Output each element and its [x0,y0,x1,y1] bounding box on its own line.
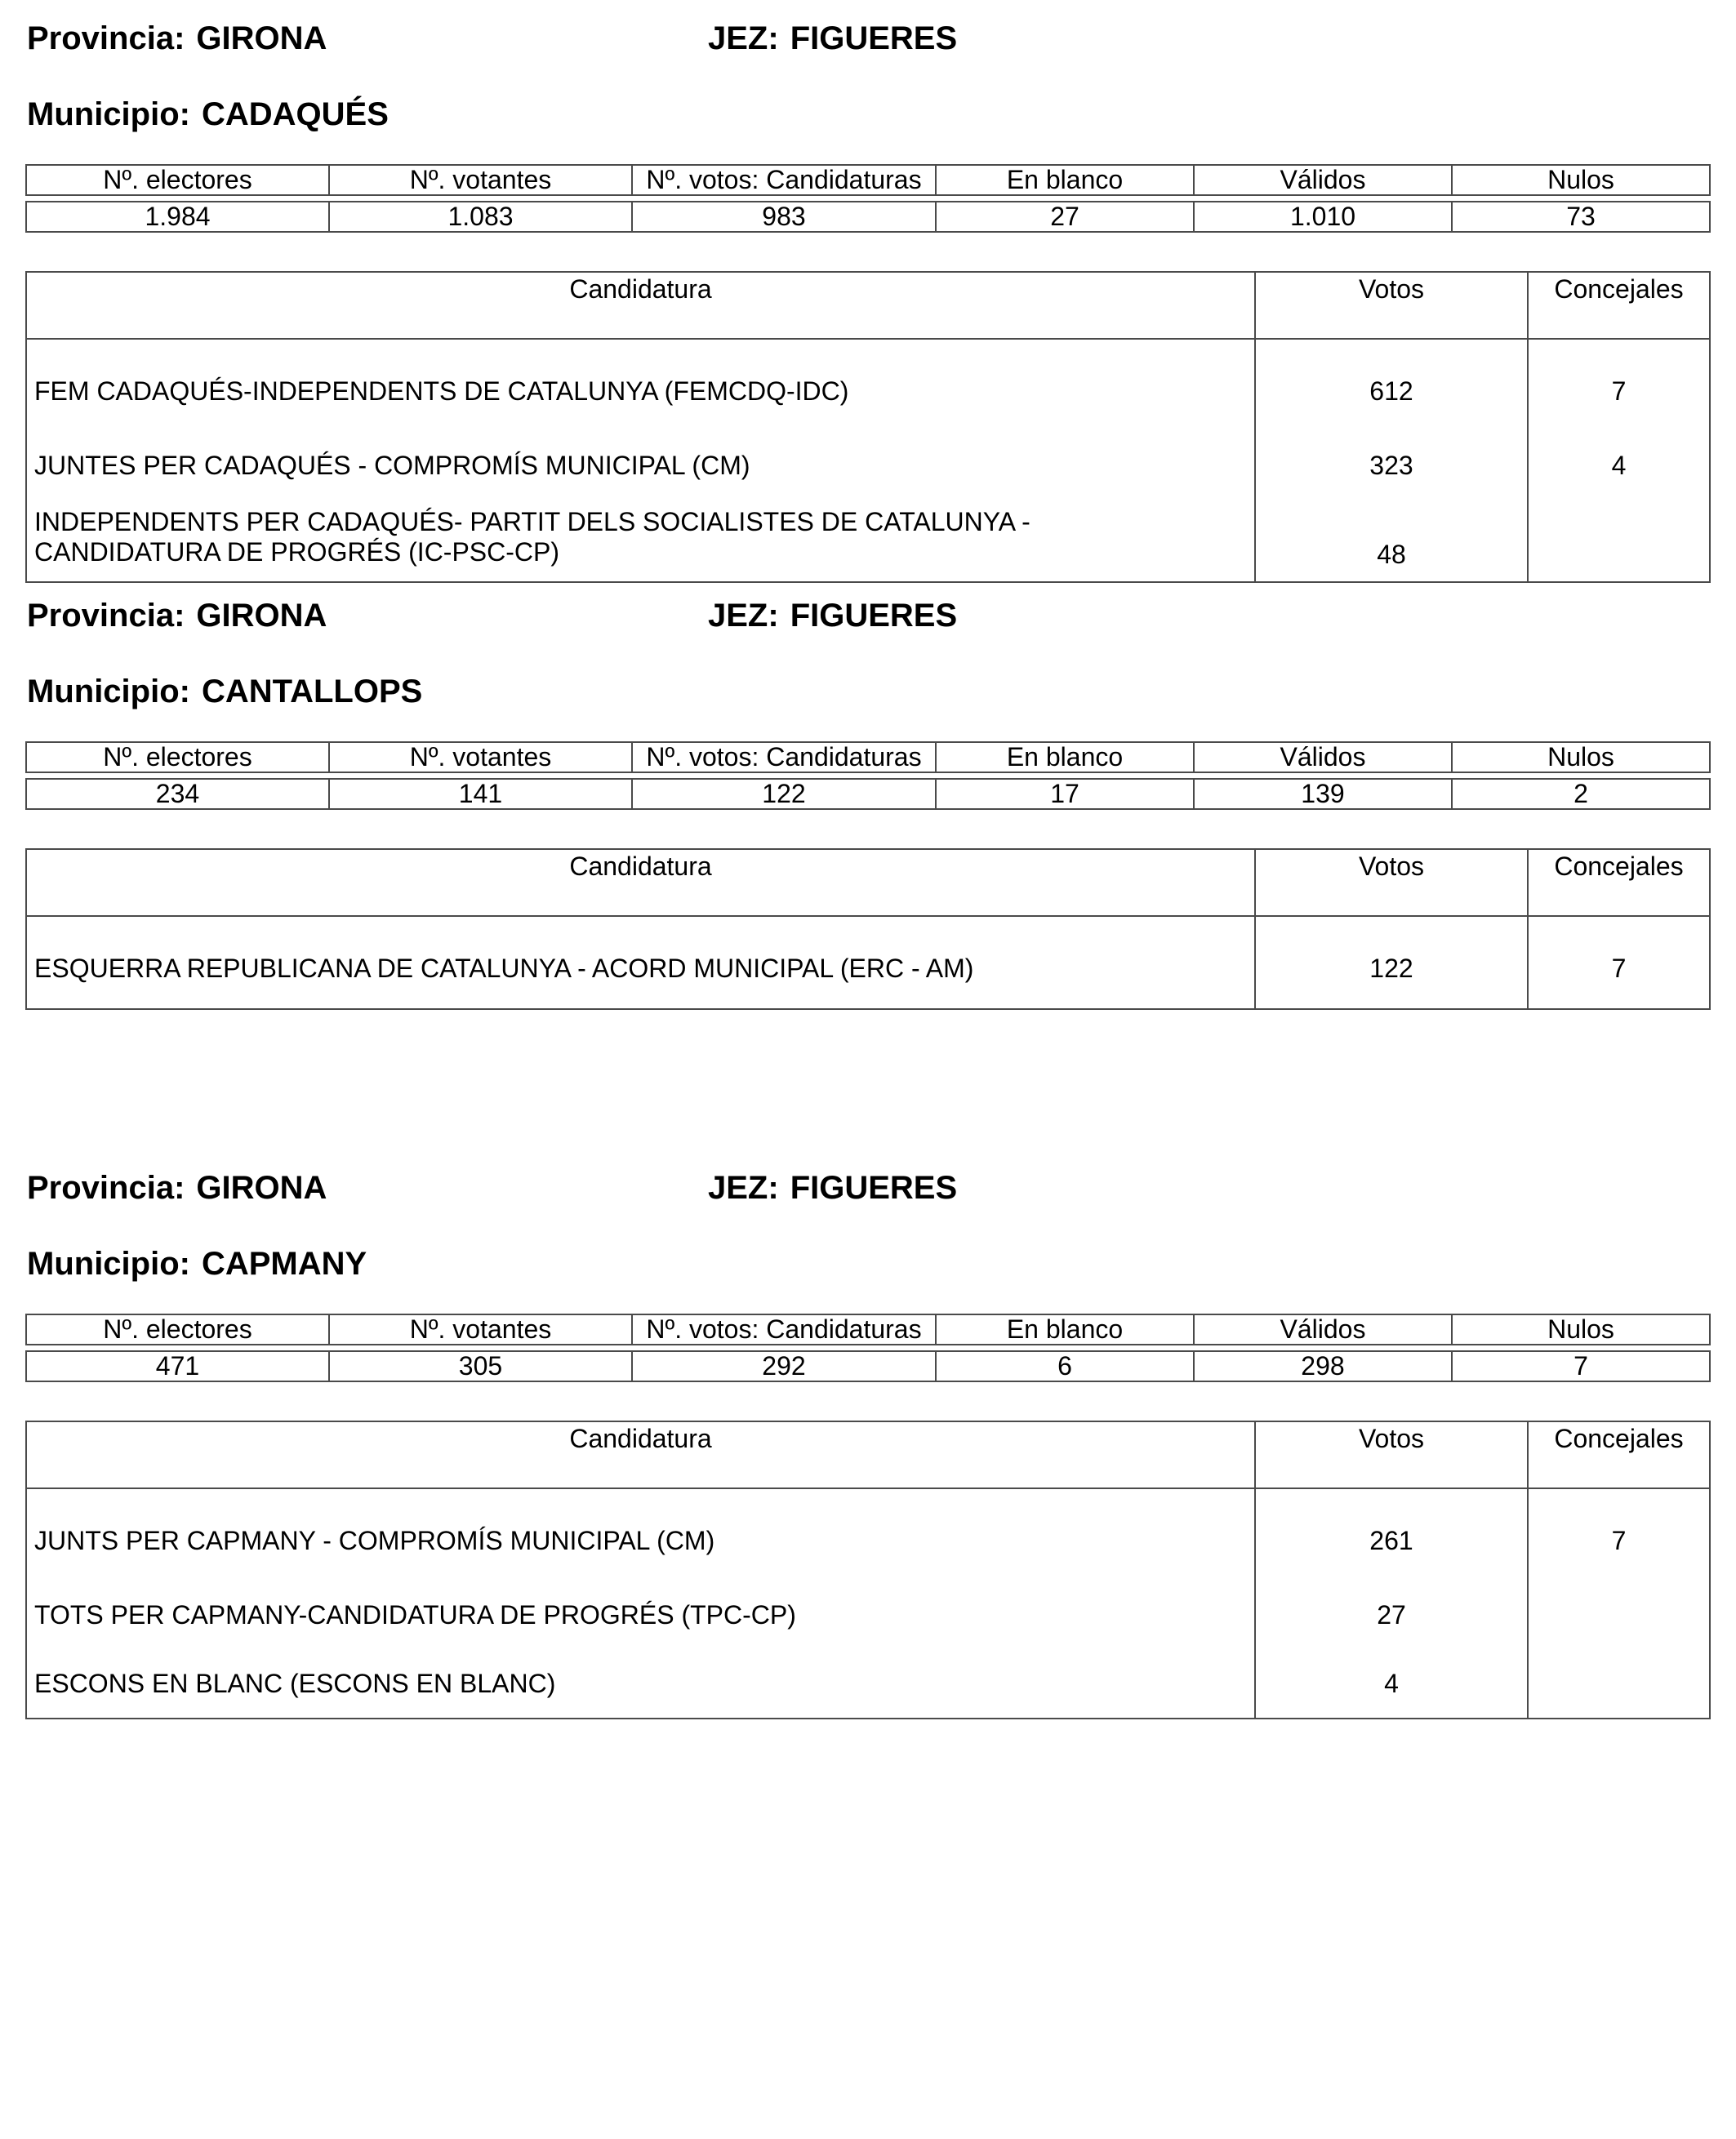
provincia-line [27,1172,327,1204]
candidaturas-header-row [26,849,1710,916]
stats-value-row [26,202,1710,232]
provincia-value: GIRONA [196,20,327,56]
header-en-blanco: En blanco [936,1314,1194,1345]
candidatura-votos: 323 [1255,431,1528,500]
header-validos: Válidos [1194,165,1452,195]
table-row [26,500,1710,582]
provincia-line [27,22,327,55]
stats-header-row [26,1314,1710,1345]
stats-value-row [26,779,1710,809]
value-votantes: 141 [329,779,632,809]
value-validos: 298 [1194,1351,1452,1381]
table-row [26,1649,1710,1719]
table-row [26,431,1710,500]
header-votos-candidaturas: Nº. votos: Candidaturas [632,165,936,195]
provincia-label: Provincia: [27,1170,185,1206]
value-votantes: 1.083 [329,202,632,232]
candidatura-concejales: 4 [1528,431,1710,500]
value-votos-candidaturas: 983 [632,202,936,232]
jez-label: JEZ: [708,598,779,634]
candidatura-name: ESQUERRA REPUBLICANA DE CATALUNYA - ACORD MUNICIPAL (ERC - AM) [26,916,1255,1009]
header-candidatura: Candidatura [26,272,1255,339]
value-electores: 471 [26,1351,329,1381]
candidatura-concejales [1528,1581,1710,1649]
header-nulos: Nulos [1452,742,1710,772]
value-votos-candidaturas: 292 [632,1351,936,1381]
jez-label: JEZ: [708,20,779,56]
header-electores: Nº. electores [26,742,329,772]
header-votos-candidaturas: Nº. votos: Candidaturas [632,1314,936,1345]
candidaturas-table [25,848,1711,1010]
header-en-blanco: En blanco [936,742,1194,772]
provincia-label: Provincia: [27,598,185,634]
candidatura-votos: 612 [1255,339,1528,431]
jez-line [708,1172,957,1204]
candidatura-name-line1: INDEPENDENTS PER CADAQUÉS- PARTIT DELS SOCIALISTES DE CATALUNYA - [34,507,1030,536]
header-electores: Nº. electores [26,1314,329,1345]
jez-value: FIGUERES [790,598,958,634]
candidatura-concejales: 7 [1528,916,1710,1009]
candidatura-votos: 48 [1255,500,1528,582]
header-electores: Nº. electores [26,165,329,195]
candidatura-name [26,500,1255,582]
provincia-value: GIRONA [196,598,327,634]
municipio-line [27,1247,367,1280]
stats-header-row [26,742,1710,772]
header-concejales: Concejales [1528,849,1710,916]
value-nulos: 2 [1452,779,1710,809]
table-row [26,1488,1710,1581]
value-votos-candidaturas: 122 [632,779,936,809]
municipio-line [27,98,389,131]
value-electores: 1.984 [26,202,329,232]
stats-table [25,164,1711,233]
jez-value: FIGUERES [790,20,958,56]
candidatura-name: JUNTS PER CAPMANY - COMPROMÍS MUNICIPAL (CM) [26,1488,1255,1581]
header-validos: Válidos [1194,1314,1452,1345]
candidatura-name: FEM CADAQUÉS-INDEPENDENTS DE CATALUNYA (FEMCDQ-IDC) [26,339,1255,431]
value-validos: 1.010 [1194,202,1452,232]
candidatura-votos: 261 [1255,1488,1528,1581]
candidatura-name-line2: CANDIDATURA DE PROGRÉS (IC-PSC-CP) [34,537,560,567]
header-nulos: Nulos [1452,1314,1710,1345]
header-votantes: Nº. votantes [329,1314,632,1345]
header-candidatura: Candidatura [26,1421,1255,1488]
stats-table [25,1314,1711,1382]
candidatura-concejales: 7 [1528,339,1710,431]
candidaturas-header-row [26,1421,1710,1488]
candidatura-votos: 122 [1255,916,1528,1009]
table-row [26,1581,1710,1649]
provincia-value: GIRONA [196,1170,327,1206]
header-nulos: Nulos [1452,165,1710,195]
candidatura-votos: 4 [1255,1649,1528,1719]
header-concejales: Concejales [1528,1421,1710,1488]
candidatura-concejales: 7 [1528,1488,1710,1581]
candidatura-concejales [1528,500,1710,582]
header-votantes: Nº. votantes [329,742,632,772]
value-validos: 139 [1194,779,1452,809]
table-row [26,339,1710,431]
value-votantes: 305 [329,1351,632,1381]
municipio-label: Municipio: [27,674,190,709]
header-concejales: Concejales [1528,272,1710,339]
candidatura-name: ESCONS EN BLANC (ESCONS EN BLANC) [26,1649,1255,1719]
header-candidatura: Candidatura [26,849,1255,916]
header-votos: Votos [1255,1421,1528,1488]
candidaturas-table [25,1421,1711,1719]
header-votos: Votos [1255,849,1528,916]
header-en-blanco: En blanco [936,165,1194,195]
candidatura-name: JUNTES PER CADAQUÉS - COMPROMÍS MUNICIPAL (CM) [26,431,1255,500]
provincia-line [27,599,327,632]
header-votos-candidaturas: Nº. votos: Candidaturas [632,742,936,772]
header-votos: Votos [1255,272,1528,339]
value-en-blanco: 27 [936,202,1194,232]
candidatura-votos: 27 [1255,1581,1528,1649]
candidatura-concejales [1528,1649,1710,1719]
jez-line [708,599,957,632]
table-row [26,916,1710,1009]
header-votantes: Nº. votantes [329,165,632,195]
municipio-value: CANTALLOPS [201,674,423,709]
municipio-value: CADAQUÉS [201,96,389,132]
value-en-blanco: 6 [936,1351,1194,1381]
municipio-label: Municipio: [27,96,190,132]
jez-value: FIGUERES [790,1170,958,1206]
value-nulos: 7 [1452,1351,1710,1381]
municipio-value: CAPMANY [201,1246,367,1282]
stats-table [25,741,1711,810]
candidatura-name: TOTS PER CAPMANY-CANDIDATURA DE PROGRÉS (TPC-CP) [26,1581,1255,1649]
candidaturas-table [25,271,1711,583]
municipio-label: Municipio: [27,1246,190,1282]
stats-value-row [26,1351,1710,1381]
value-nulos: 73 [1452,202,1710,232]
jez-label: JEZ: [708,1170,779,1206]
value-electores: 234 [26,779,329,809]
municipio-line [27,675,422,708]
jez-line [708,22,957,55]
candidaturas-header-row [26,272,1710,339]
stats-header-row [26,165,1710,195]
header-validos: Válidos [1194,742,1452,772]
provincia-label: Provincia: [27,20,185,56]
value-en-blanco: 17 [936,779,1194,809]
